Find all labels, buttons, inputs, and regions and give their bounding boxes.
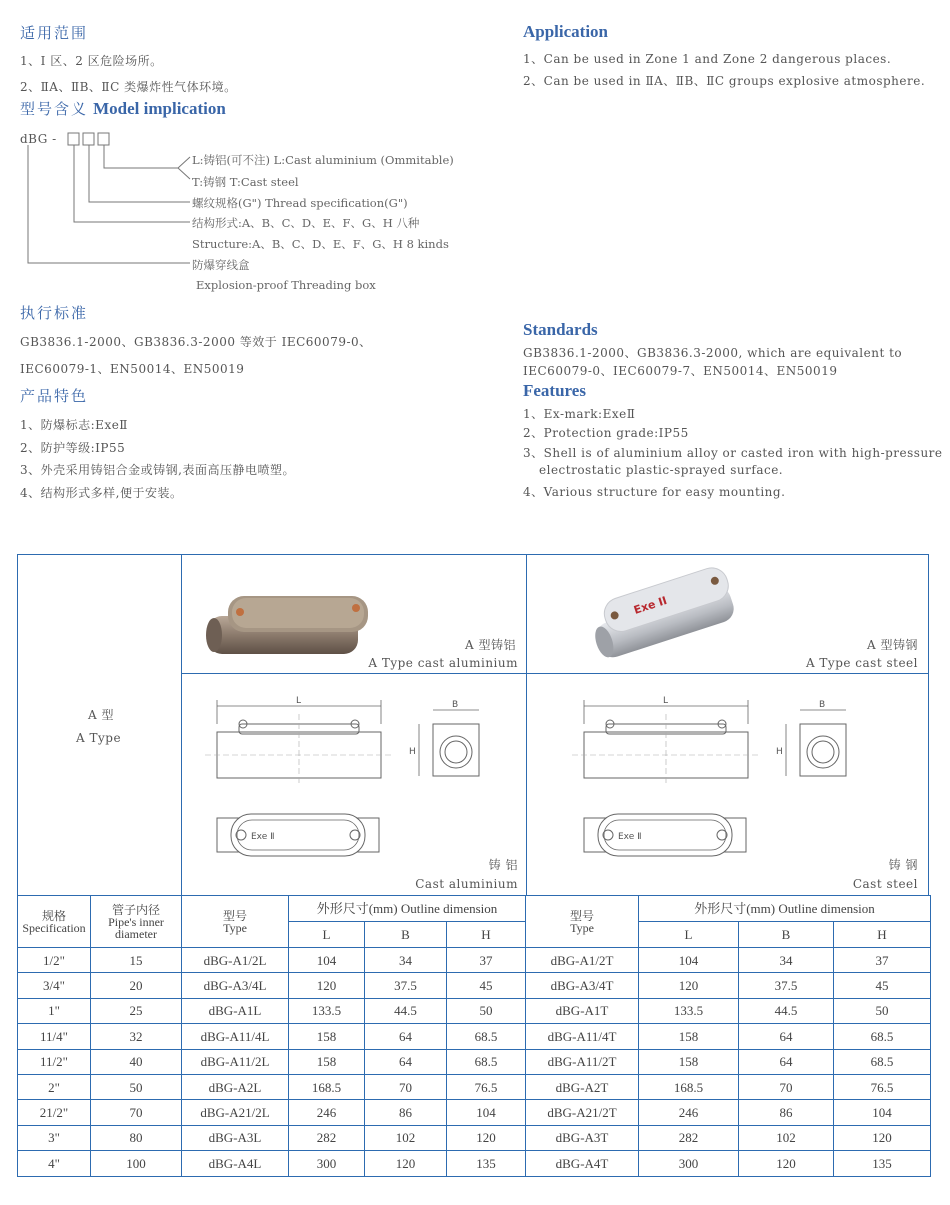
cell-pipe: 50 <box>91 1074 182 1099</box>
cell-spec: 4" <box>18 1151 91 1176</box>
cell-spec: 11/4" <box>18 1024 91 1049</box>
cell-h1: 120 <box>447 1125 526 1150</box>
cell-b2: 37.5 <box>739 973 834 998</box>
cell-type-l: dBG-A11/2L <box>182 1049 289 1074</box>
table-row <box>18 973 931 998</box>
cell-b2: 44.5 <box>739 998 834 1023</box>
standards-cn-line-2: IEC60079-1、EN50014、EN50019 <box>20 362 245 376</box>
cell-h2: 135 <box>834 1151 931 1176</box>
cell-l1: 300 <box>289 1151 365 1176</box>
cell-b1: 34 <box>365 948 447 973</box>
cell-b1: 70 <box>365 1074 447 1099</box>
cell-type-l: dBG-A21/2L <box>182 1100 289 1125</box>
cell-pipe: 20 <box>91 973 182 998</box>
standards-title-cn: 执行标准 <box>20 304 89 322</box>
type-label-cn: A 型 <box>88 708 114 722</box>
table-row <box>18 948 931 973</box>
cell-l1: 168.5 <box>289 1074 365 1099</box>
cell-b1: 102 <box>365 1125 447 1150</box>
cell-b1: 64 <box>365 1049 447 1074</box>
feature-en-3: 3、Shell is of aluminium alloy or casted iron with high-pressure <box>523 446 943 460</box>
cell-pipe: 15 <box>91 948 182 973</box>
cell-b1: 44.5 <box>365 998 447 1023</box>
photo-cast-steel <box>584 562 744 662</box>
th-type-l <box>182 896 289 948</box>
code-box-1 <box>68 133 79 145</box>
model-title <box>20 98 226 119</box>
th-h2: H <box>834 922 931 948</box>
cell-type-t: dBG-A1/2T <box>526 948 639 973</box>
th-b2: B <box>739 922 834 948</box>
cell-h1: 45 <box>447 973 526 998</box>
features-title-en: Features <box>523 381 586 400</box>
cell-spec: 1" <box>18 998 91 1023</box>
cell-h1: 50 <box>447 998 526 1023</box>
dim-l-label-st: L <box>663 696 669 706</box>
th-pipe-en: Pipe's inner diameter <box>108 914 164 941</box>
scope-title: 适用范围 <box>20 24 89 42</box>
cell-b1: 37.5 <box>365 973 447 998</box>
cell-type-l: dBG-A2L <box>182 1074 289 1099</box>
cell-h2: 120 <box>834 1125 931 1150</box>
cell-type-l: dBG-A11/4L <box>182 1024 289 1049</box>
photo-al-cn: A 型铸铝 <box>465 638 516 652</box>
cell-b1: 86 <box>365 1100 447 1125</box>
cell-type-t: dBG-A11/2T <box>526 1049 639 1074</box>
model-line-6: 防爆穿线盒 <box>192 258 250 272</box>
cell-l2: 282 <box>639 1125 739 1150</box>
table-row <box>18 1074 931 1099</box>
standards-en-line-1: GB3836.1-2000、GB3836.3-2000, which are equivalent to <box>523 346 903 360</box>
th-pipe <box>91 896 182 948</box>
cell-type-l: dBG-A3/4L <box>182 973 289 998</box>
features-title-cn: 产品特色 <box>20 387 89 405</box>
cell-spec: 11/2" <box>18 1049 91 1074</box>
code-box-2 <box>83 133 94 145</box>
feature-cn-1: 1、防爆标志:ExeⅡ <box>20 418 128 432</box>
feature-en-3b: electrostatic plastic-sprayed surface. <box>539 463 784 477</box>
cell-type-l: dBG-A1/2L <box>182 948 289 973</box>
model-line-5: Structure:A、B、C、D、E、F、G、H 8 kinds <box>192 237 449 251</box>
draw-al-cn: 铸 铝 <box>488 858 518 872</box>
model-line-2: T:铸钢 T:Cast steel <box>192 175 299 189</box>
draw-st-en: Cast steel <box>852 877 918 891</box>
cell-l2: 104 <box>639 948 739 973</box>
cell-spec: 1/2" <box>18 948 91 973</box>
cell-b2: 70 <box>739 1074 834 1099</box>
table-row <box>18 998 931 1023</box>
cell-h2: 68.5 <box>834 1049 931 1074</box>
cell-type-t: dBG-A4T <box>526 1151 639 1176</box>
cell-l1: 246 <box>289 1100 365 1125</box>
cell-l1: 133.5 <box>289 998 365 1023</box>
table-row <box>18 1100 931 1125</box>
cell-h2: 76.5 <box>834 1074 931 1099</box>
cell-l1: 104 <box>289 948 365 973</box>
cell-b1: 120 <box>365 1151 447 1176</box>
photo-st-en: A Type cast steel <box>805 656 918 670</box>
cell-h2: 68.5 <box>834 1024 931 1049</box>
scope-item-2: 2、ⅡA、ⅡB、ⅡC 类爆炸性气体环境。 <box>20 80 237 94</box>
cell-type-t: dBG-A1T <box>526 998 639 1023</box>
cell-pipe: 80 <box>91 1125 182 1150</box>
photo-al-en: A Type cast aluminium <box>368 656 518 670</box>
cell-h1: 68.5 <box>447 1024 526 1049</box>
cell-pipe: 32 <box>91 1024 182 1049</box>
model-line-7: Explosion-proof Threading box <box>196 278 376 292</box>
model-line-3: 螺纹规格(G") Thread specification(G") <box>192 196 408 210</box>
cell-h1: 68.5 <box>447 1049 526 1074</box>
cell-spec: 21/2" <box>18 1100 91 1125</box>
th-type-t <box>526 896 639 948</box>
feature-cn-4: 4、结构形式多样,便于安装。 <box>20 486 183 500</box>
cell-l1: 158 <box>289 1024 365 1049</box>
cell-pipe: 100 <box>91 1151 182 1176</box>
table-row <box>18 1151 931 1176</box>
cell-type-t: dBG-A11/4T <box>526 1024 639 1049</box>
feature-cn-3: 3、外壳采用铸铝合金或铸钢,表面高压静电喷塑。 <box>20 463 295 477</box>
cell-b1: 64 <box>365 1024 447 1049</box>
type-label-en: A Type <box>76 731 122 745</box>
dim-l-label: L <box>296 696 302 706</box>
spec-table <box>17 895 931 1177</box>
th-type-l-en: Type <box>223 920 247 935</box>
th-dim-t: 外形尺寸(mm) Outline dimension <box>639 896 931 922</box>
draw-st-cn: 铸 钢 <box>888 858 918 872</box>
cell-h2: 37 <box>834 948 931 973</box>
exe-mark-drawing-st: Exe Ⅱ <box>618 832 642 842</box>
cell-l2: 168.5 <box>639 1074 739 1099</box>
th-l1: L <box>289 922 365 948</box>
dim-b-label-st: B <box>819 700 826 710</box>
cell-l2: 133.5 <box>639 998 739 1023</box>
th-spec-en: Specification <box>22 920 86 935</box>
standards-cn-line-1: GB3836.1-2000、GB3836.3-2000 等效于 IEC60079-0、 <box>20 335 372 349</box>
drawing-cast-aluminium <box>205 690 485 860</box>
cell-pipe: 70 <box>91 1100 182 1125</box>
cell-pipe: 40 <box>91 1049 182 1074</box>
cell-type-t: dBG-A3T <box>526 1125 639 1150</box>
cell-h2: 104 <box>834 1100 931 1125</box>
th-type-l-cn: 型号 <box>222 908 247 923</box>
th-h1: H <box>447 922 526 948</box>
th-type-t-en: Type <box>570 920 594 935</box>
application-item-1: 1、Can be used in Zone 1 and Zone 2 dangerous places. <box>523 52 892 66</box>
dim-b-label: B <box>452 700 459 710</box>
th-spec <box>18 896 91 948</box>
cell-spec: 3" <box>18 1125 91 1150</box>
cell-b2: 102 <box>739 1125 834 1150</box>
cell-type-l: dBG-A1L <box>182 998 289 1023</box>
cell-h1: 37 <box>447 948 526 973</box>
cell-b2: 64 <box>739 1024 834 1049</box>
feature-en-1: 1、Ex-mark:ExeⅡ <box>523 407 636 421</box>
drawing-cast-steel <box>572 690 852 860</box>
cell-h2: 50 <box>834 998 931 1023</box>
cell-l2: 158 <box>639 1024 739 1049</box>
model-line-4: 结构形式:A、B、C、D、E、F、G、H 八种 <box>192 216 420 230</box>
cell-h1: 135 <box>447 1151 526 1176</box>
cell-l1: 282 <box>289 1125 365 1150</box>
application-title: Application <box>523 22 609 41</box>
model-code-diagram <box>20 130 200 270</box>
cell-l2: 120 <box>639 973 739 998</box>
table-row <box>18 1125 931 1150</box>
cell-type-l: dBG-A3L <box>182 1125 289 1150</box>
th-spec-cn: 规格 <box>41 908 66 923</box>
table-row <box>18 1049 931 1074</box>
photo-cast-aluminium <box>200 578 380 670</box>
scope-item-1: 1、I 区、2 区危险场所。 <box>20 54 163 68</box>
cell-spec: 3/4" <box>18 973 91 998</box>
code-box-3 <box>98 133 109 145</box>
model-line-1: L:铸铝(可不注) L:Cast aluminium (Ommitable) <box>192 153 454 167</box>
dim-h-label: H <box>409 747 416 757</box>
exe-mark-photo: Exe II <box>632 593 669 617</box>
standards-en-line-2: IEC60079-0、IEC60079-7、EN50014、EN50019 <box>523 364 838 378</box>
th-type-t-cn: 型号 <box>569 908 594 923</box>
cell-l1: 158 <box>289 1049 365 1074</box>
th-pipe-cn: 管子内径 <box>111 902 160 917</box>
cell-type-l: dBG-A4L <box>182 1151 289 1176</box>
photo-st-cn: A 型铸钢 <box>867 638 918 652</box>
cell-l2: 300 <box>639 1151 739 1176</box>
draw-al-en: Cast aluminium <box>415 877 518 891</box>
cell-l2: 158 <box>639 1049 739 1074</box>
cell-b2: 64 <box>739 1049 834 1074</box>
exe-mark-drawing-al: Exe Ⅱ <box>251 832 275 842</box>
cell-l2: 246 <box>639 1100 739 1125</box>
model-title-en: Model implication <box>93 99 226 118</box>
cell-pipe: 25 <box>91 998 182 1023</box>
standards-title-en: Standards <box>523 320 598 339</box>
table-row <box>18 1024 931 1049</box>
cell-b2: 86 <box>739 1100 834 1125</box>
th-l2: L <box>639 922 739 948</box>
cell-l1: 120 <box>289 973 365 998</box>
cell-b2: 120 <box>739 1151 834 1176</box>
application-item-2: 2、Can be used in ⅡA、ⅡB、ⅡC groups explosive atmosphere. <box>523 74 926 88</box>
dim-h-label-st: H <box>776 747 783 757</box>
feature-cn-2: 2、防护等级:IP55 <box>20 441 126 455</box>
cell-h1: 76.5 <box>447 1074 526 1099</box>
cell-type-t: dBG-A21/2T <box>526 1100 639 1125</box>
feature-en-2: 2、Protection grade:IP55 <box>523 426 689 440</box>
th-dim-l: 外形尺寸(mm) Outline dimension <box>289 896 526 922</box>
model-code: dBG - <box>20 132 57 146</box>
cell-h2: 45 <box>834 973 931 998</box>
cell-b2: 34 <box>739 948 834 973</box>
cell-type-t: dBG-A2T <box>526 1074 639 1099</box>
model-title-cn: 型号含义 <box>20 100 89 118</box>
cell-spec: 2" <box>18 1074 91 1099</box>
feature-en-4: 4、Various structure for easy mounting. <box>523 485 786 499</box>
th-b1: B <box>365 922 447 948</box>
cell-h1: 104 <box>447 1100 526 1125</box>
cell-type-t: dBG-A3/4T <box>526 973 639 998</box>
